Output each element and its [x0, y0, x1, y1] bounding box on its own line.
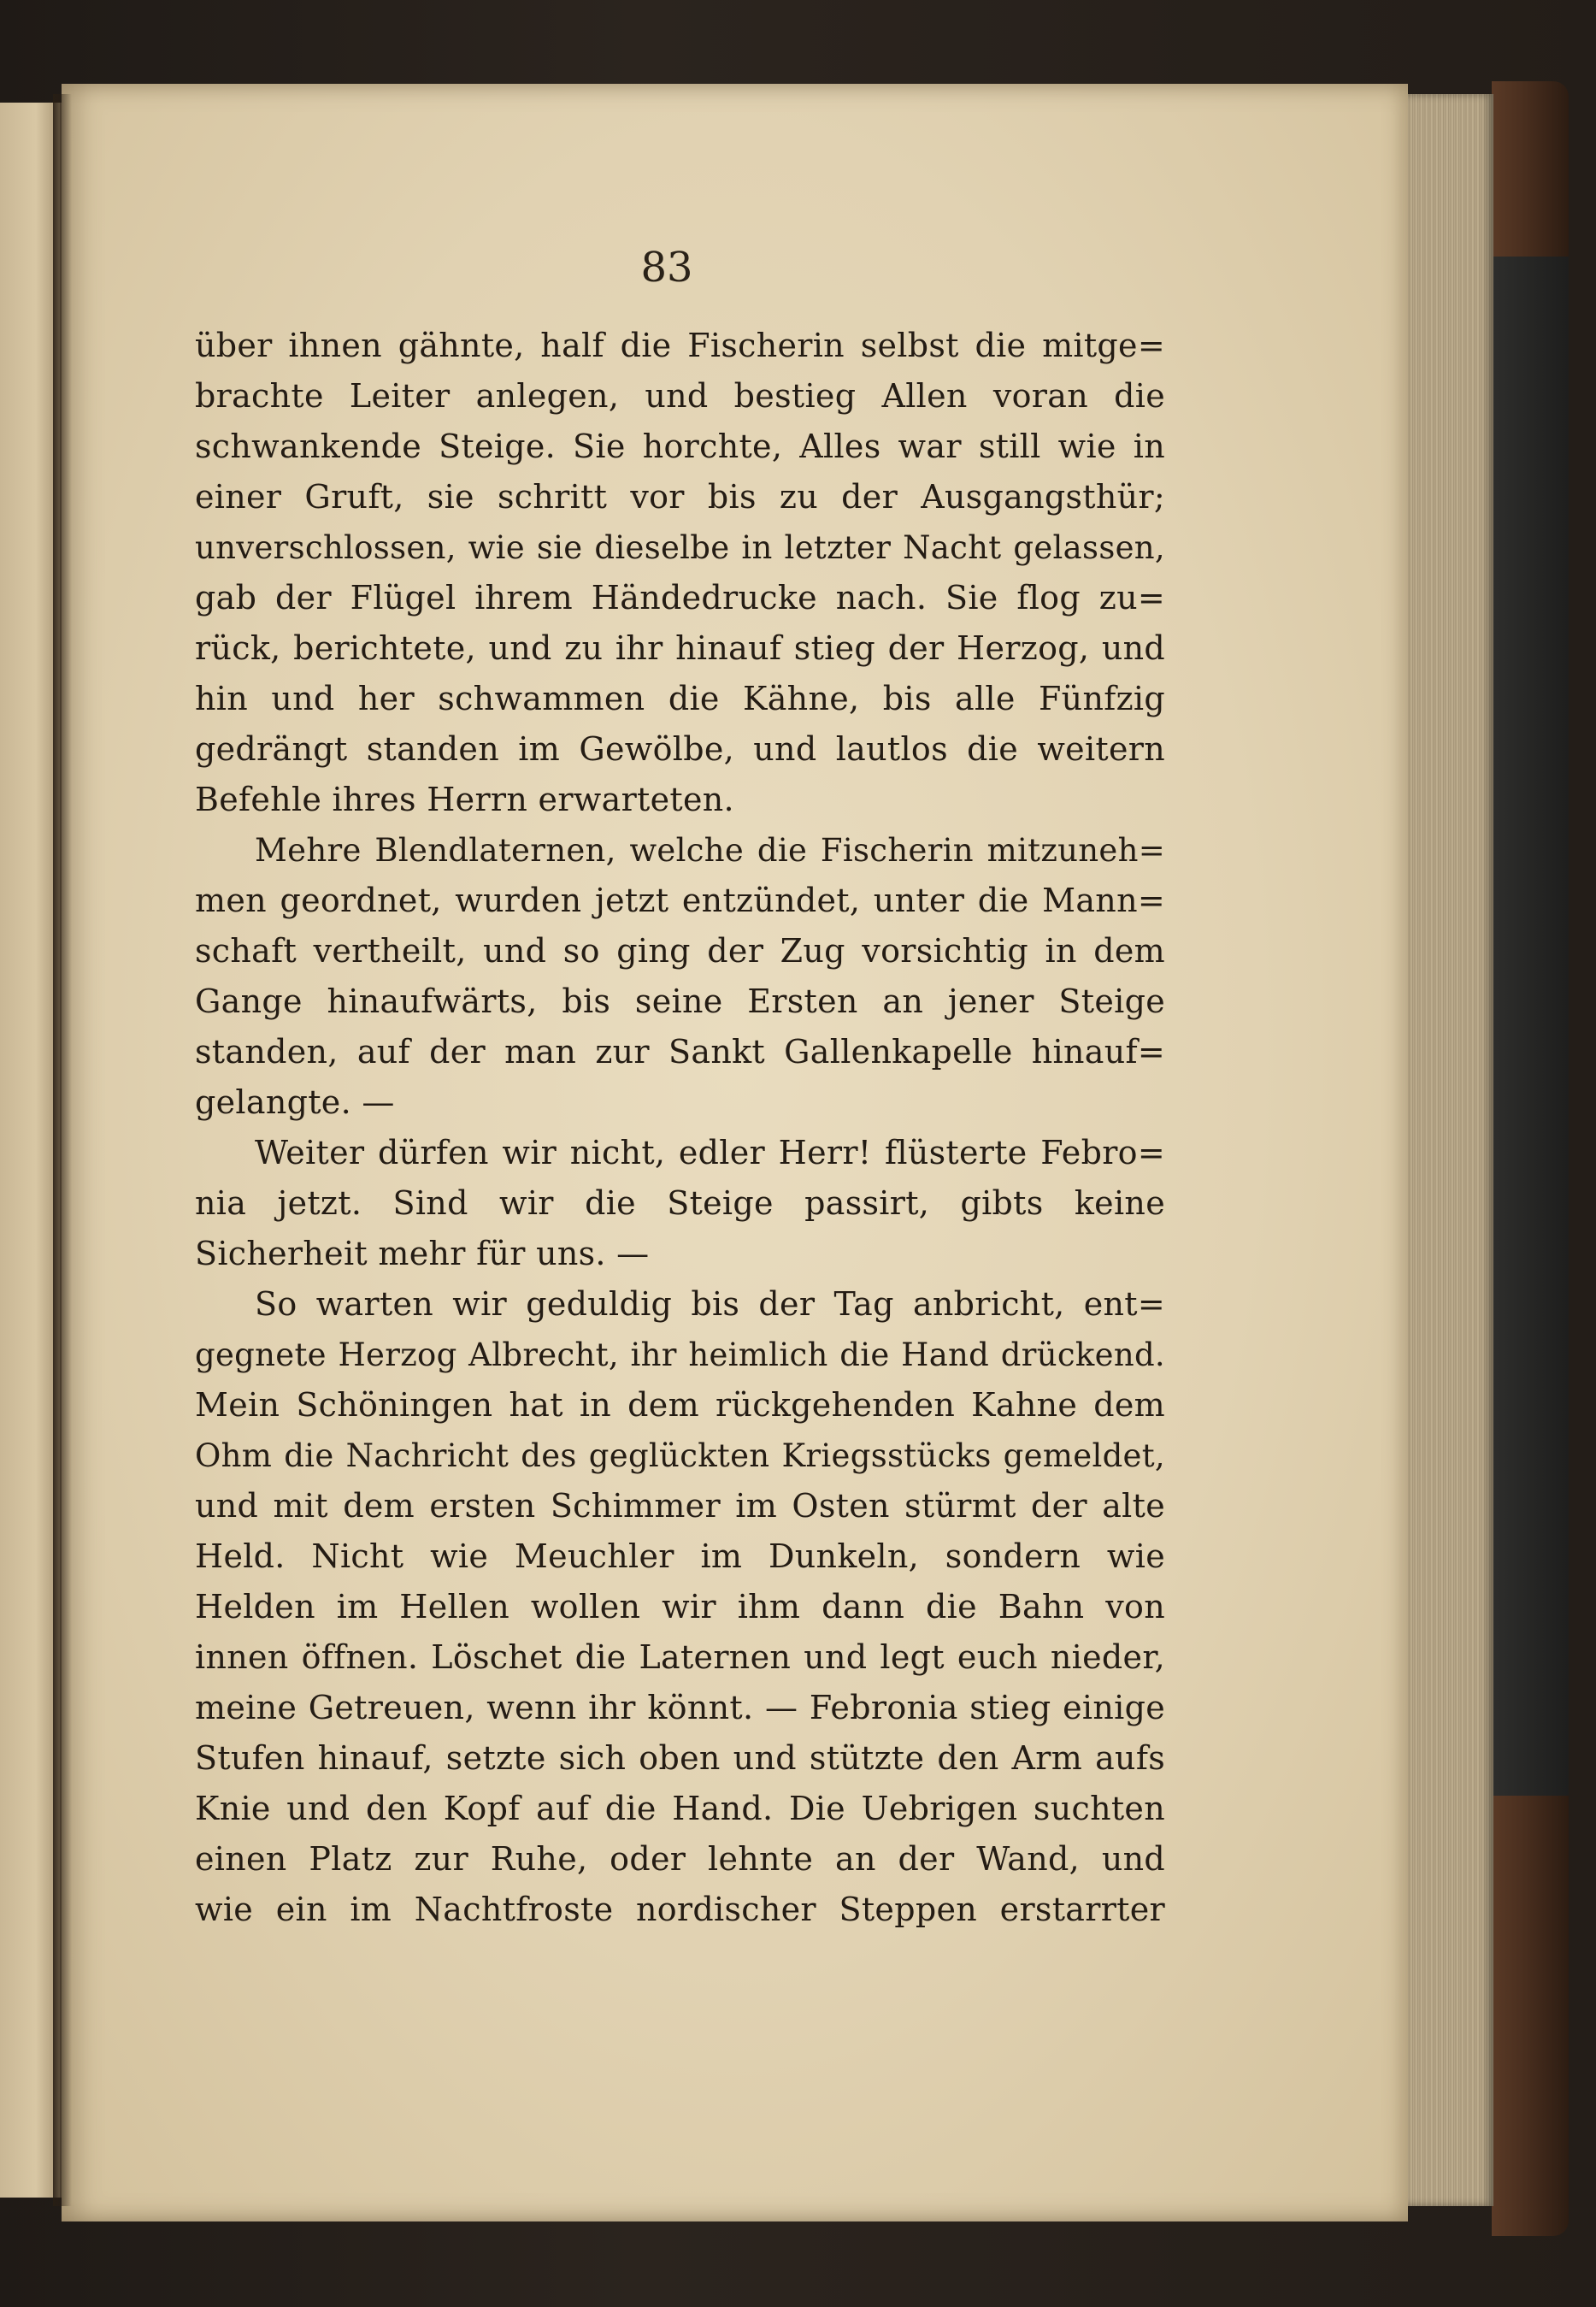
text-line: und mit dem ersten Schimmer im Osten stürmt der alte: [195, 1487, 1165, 1525]
text-line: meine Getreuen, wenn ihr könnt. — Febronia stieg einige: [195, 1689, 1165, 1726]
text-line: Gange hinaufwärts, bis seine Ersten an jener Steige: [195, 982, 1165, 1020]
text-line: gelangte. —: [195, 1083, 395, 1121]
text-line: innen öffnen. Löschet die Laternen und legt euch nieder,: [195, 1638, 1165, 1676]
text-line: Mein Schöningen hat in dem rückgehenden Kahne dem: [195, 1386, 1165, 1424]
text-line: Knie und den Kopf auf die Hand. Die Uebrigen suchten: [195, 1790, 1165, 1827]
text-line: schwankende Steige. Sie horchte, Alles war still wie in: [195, 428, 1165, 465]
book-cover-band: [1492, 257, 1569, 1796]
text-line: gab der Flügel ihrem Händedrucke nach. Sie flog zu=: [195, 579, 1165, 617]
text-line: gedrängt standen im Gewölbe, und lautlos die weitern: [195, 730, 1165, 768]
spine-shadow: [53, 94, 72, 2206]
text-line: Sicherheit mehr für uns. —: [195, 1235, 650, 1272]
text-line: einen Platz zur Ruhe, oder lehnte an der Wand, und: [195, 1840, 1165, 1878]
page-text-body: [195, 321, 1165, 1935]
text-line: gegnete Herzog Albrecht, ihr heimlich die Hand drückend.: [195, 1336, 1165, 1373]
text-line: brachte Leiter anlegen, und bestieg Allen voran die: [195, 377, 1165, 415]
text-line: rück, berichtete, und zu ihr hinauf stieg der Herzog, und: [195, 629, 1165, 667]
text-line: über ihnen gähnte, half die Fischerin selbst die mitge=: [195, 327, 1165, 364]
text-line: nia jetzt. Sind wir die Steige passirt, gibts keine: [195, 1184, 1165, 1222]
text-line: einer Gruft, sie schritt vor bis zu der Ausgangsthür;: [195, 478, 1165, 516]
text-line: standen, auf der man zur Sankt Gallenkapelle hinauf=: [195, 1033, 1165, 1071]
text-line: unverschlossen, wie sie dieselbe in letzter Nacht gelassen,: [195, 529, 1165, 566]
text-line: wie ein im Nachtfroste nordischer Steppen erstarrter: [195, 1891, 1165, 1928]
text-line: Mehre Blendlaternen, welche die Fischerin mitzuneh=: [255, 832, 1165, 869]
text-line: schaft vertheilt, und so ging der Zug vorsichtig in dem: [195, 932, 1165, 970]
page-edges: [1406, 94, 1493, 2206]
page-number: 83: [640, 244, 693, 292]
text-line: Held. Nicht wie Meuchler im Dunkeln, sondern wie: [195, 1537, 1165, 1575]
text-line: Ohm die Nachricht des geglückten Kriegsstücks gemeldet,: [195, 1437, 1165, 1474]
text-line: men geordnet, wurden jetzt entzündet, unter die Mann=: [195, 882, 1165, 919]
text-line: Helden im Hellen wollen wir ihm dann die Bahn von: [195, 1588, 1165, 1626]
text-line: Weiter dürfen wir nicht, edler Herr! flüsterte Febro=: [255, 1134, 1165, 1171]
text-line: So warten wir geduldig bis der Tag anbricht, ent=: [255, 1285, 1165, 1323]
text-line: Stufen hinauf, setzte sich oben und stützte den Arm aufs: [195, 1739, 1165, 1777]
text-line: Befehle ihres Herrn erwarteten.: [195, 781, 734, 818]
text-line: hin und her schwammen die Kähne, bis alle Fünfzig: [195, 680, 1165, 717]
